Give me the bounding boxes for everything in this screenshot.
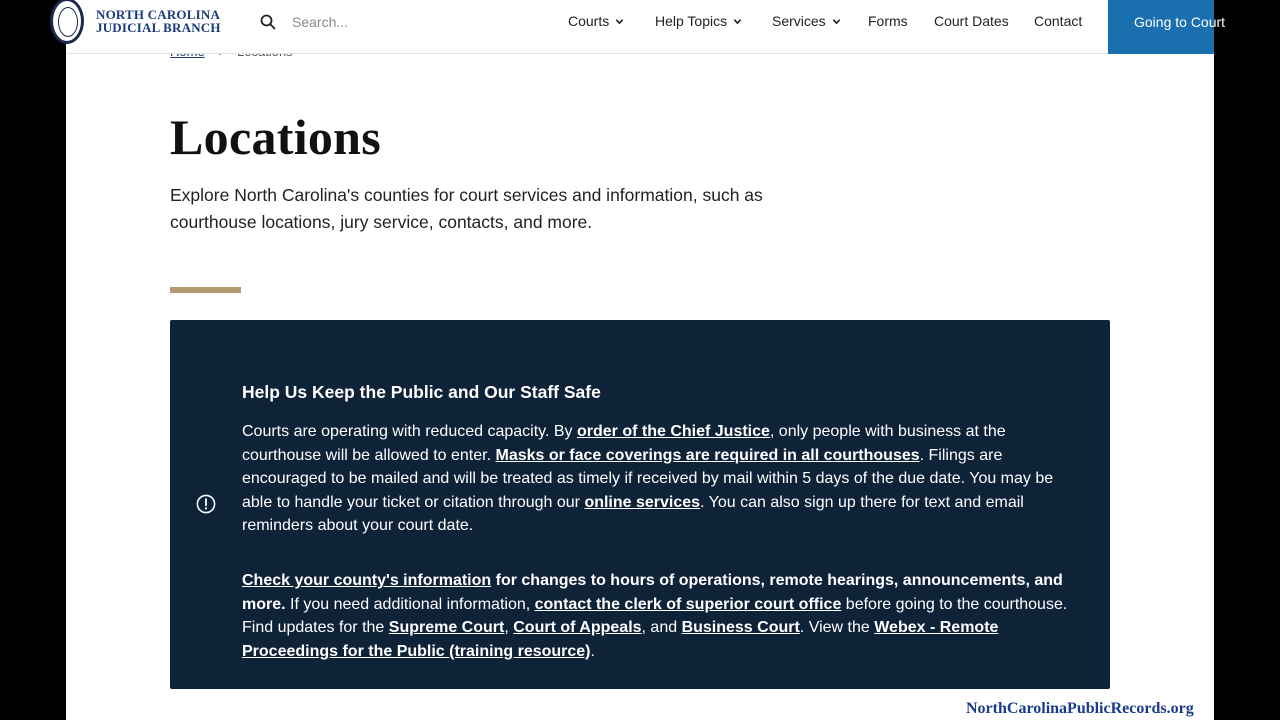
alert-exclamation-icon	[196, 494, 216, 514]
alert-text: ,	[504, 619, 514, 636]
nav-contact[interactable]	[1034, 13, 1082, 29]
court-of-appeals-link[interactable]: Court of Appeals	[513, 619, 642, 636]
alert-text: If you need additional information,	[285, 595, 535, 613]
site-header	[66, 0, 1226, 54]
county-information-link[interactable]: Check your county's information	[242, 572, 492, 589]
page-title: Locations	[170, 109, 382, 165]
site-logo[interactable]	[96, 8, 221, 34]
search-input[interactable]	[292, 10, 492, 34]
nav-court-dates-label: Court Dates	[934, 13, 1009, 29]
nav-forms-label: Forms	[868, 13, 908, 29]
logo-line-2: JUDICIAL BRANCH	[96, 20, 221, 35]
nav-services[interactable]	[772, 13, 841, 29]
online-services-link[interactable]: online services	[584, 493, 701, 511]
alert-text: .	[590, 642, 595, 660]
nav-court-dates[interactable]	[934, 13, 1009, 29]
watermark: NorthCarolinaPublicRecords.org	[966, 700, 1194, 717]
alert-text: , and	[641, 619, 682, 636]
chevron-down-icon	[615, 17, 624, 26]
alert-text: Courts are operating with reduced capacity. By	[242, 423, 577, 440]
alert-text: before going to the courthouse. Find updates for the	[242, 595, 1068, 636]
alert-text: , only people with business at the courthouse will be allowed to enter.	[242, 423, 1006, 464]
alert-text: . You can also sign up there for text and email reminders about your court date.	[242, 493, 1024, 534]
alert-title: Help Us Keep the Public and Our Staff Safe	[242, 382, 601, 402]
nav-contact-label: Contact	[1034, 13, 1083, 29]
going-to-court-button[interactable]	[1108, 0, 1226, 54]
nav-help-topics-label: Help Topics	[655, 13, 728, 29]
nav-courts[interactable]	[568, 13, 624, 29]
safety-alert-banner	[170, 320, 1110, 689]
nav-help-topics[interactable]	[655, 13, 742, 29]
alert-text: . View the	[799, 619, 875, 636]
alert-paragraph-capacity	[242, 420, 1087, 538]
masks-required-link[interactable]: Masks or face coverings are required in all courthouses	[495, 446, 920, 464]
logo-line-1: NORTH CAROLINA	[96, 7, 221, 22]
page-intro: Explore North Carolina's counties for court services and information, such as courthouse locations, jury service, contacts, and more.	[170, 185, 763, 232]
nav-forms[interactable]	[868, 13, 908, 29]
search-icon[interactable]	[260, 14, 276, 30]
alert-text: . Filings are encouraged to be mailed and will be treated as timely if received by mail within 5 days of the due date. You may be able to handle your ticket or citation through our	[242, 446, 1054, 511]
chevron-down-icon	[832, 17, 841, 26]
chief-justice-order-link[interactable]: order of the Chief Justice	[576, 423, 770, 440]
going-to-court-label: Going to Court	[1134, 14, 1226, 30]
chevron-down-icon	[733, 17, 742, 26]
alert-paragraph-county-info	[242, 569, 1087, 663]
accent-divider	[170, 287, 241, 293]
page	[66, 0, 1226, 720]
supreme-court-link[interactable]: Supreme Court	[388, 619, 505, 636]
alert-bold-text: for changes to hours of operations, remote hearings, announcements, and more.	[242, 572, 1063, 613]
contact-clerk-link[interactable]: contact the clerk of superior court office	[534, 595, 842, 613]
judicial-seal-logo-icon[interactable]	[50, 0, 84, 44]
nav-courts-label: Courts	[568, 13, 610, 29]
business-court-link[interactable]: Business Court	[681, 619, 800, 636]
nav-services-label: Services	[772, 13, 826, 29]
webex-training-link[interactable]: Webex - Remote Proceedings for the Public (training resource)	[242, 619, 999, 660]
